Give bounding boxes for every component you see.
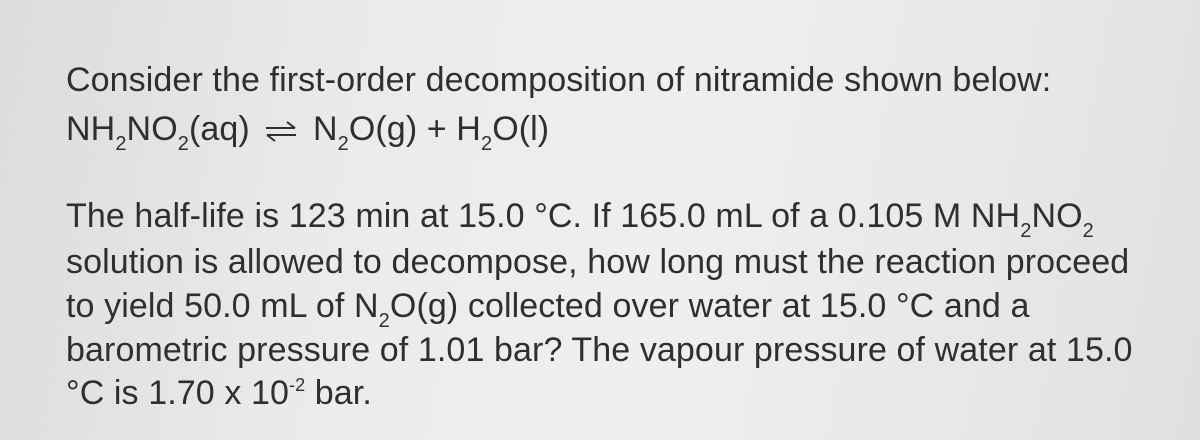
product-o-h: O(g) + H — [348, 110, 481, 148]
reactant-no: NO — [126, 110, 178, 148]
problem-line-5-text-a: °C is 1.70 x 10 — [66, 374, 289, 412]
problem-line-3-subscript: 2 — [378, 310, 390, 332]
reactant-nh: NH — [66, 110, 116, 148]
problem-line-3 — [66, 286, 1030, 332]
problem-line-5-exponent: -2 — [288, 375, 306, 395]
product-water: O(l) — [492, 110, 550, 148]
product-n: N — [312, 110, 338, 148]
problem-line-4-text: barometric pressure of 1.01 bar? The vapour pressure of water at 15.0 — [66, 331, 1133, 369]
problem-line-4 — [66, 330, 1133, 370]
intro-text: Consider the first-order decomposition of nitramide shown below: — [66, 61, 1052, 99]
product-subscript-1: 2 — [337, 133, 349, 155]
product-subscript-2: 2 — [480, 133, 493, 155]
problem-line-1-subscript-1: 2 — [1020, 220, 1032, 242]
problem-line-2-text: solution is allowed to decompose, how long must the reaction proceed — [66, 243, 1130, 281]
problem-line-1-text: The half-life is 123 min at 15.0 °C. If 165.0 mL of a 0.105 M NH — [66, 197, 1021, 235]
reactant-subscript-2: 2 — [177, 133, 189, 155]
problem-line-2 — [66, 242, 1129, 282]
equilibrium-arrows-icon — [263, 120, 299, 142]
problem-line-1-no: NO — [1031, 197, 1083, 235]
reactant-state: (aq) — [188, 110, 250, 148]
problem-line-5 — [66, 373, 372, 413]
reaction-equation — [66, 109, 550, 155]
reactant-subscript-1: 2 — [115, 133, 127, 155]
problem-line-3-text-b: O(g) collected over water at 15.0 °C and a — [389, 287, 1030, 325]
problem-line-3-text-a: to yield 50.0 mL of N — [66, 287, 379, 325]
problem-line-1 — [66, 196, 1094, 242]
problem-line-5-text-b: bar. — [305, 374, 372, 412]
problem-line-1-subscript-2: 2 — [1082, 220, 1094, 242]
intro-line — [66, 60, 1051, 100]
